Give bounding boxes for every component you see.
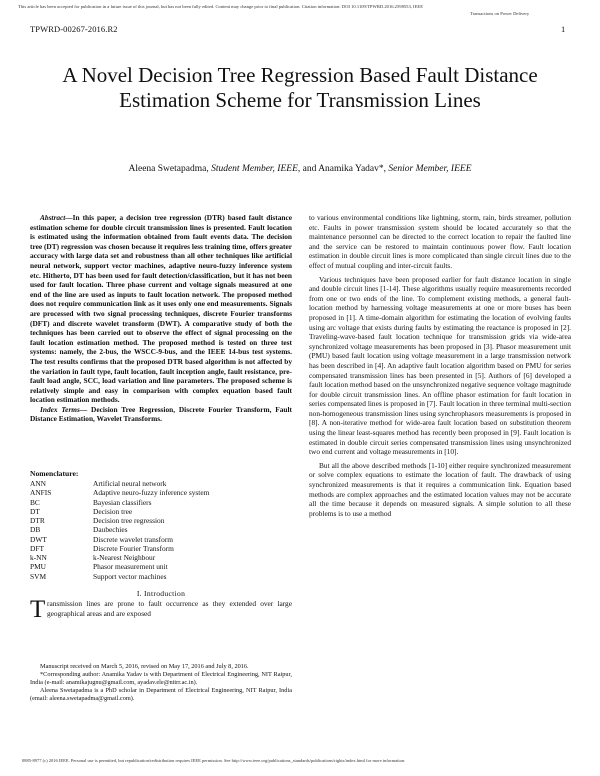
footnote-received: Manuscript received on March 5, 2016, revised on May 17, 2016 and July 8, 2016. — [40, 663, 249, 670]
author-role-2: Senior Member, IEEE — [388, 164, 472, 174]
nomenclature-row — [30, 507, 292, 516]
author-line — [40, 164, 560, 174]
nomenclature-row — [30, 553, 292, 562]
publication-notice-journal: Transactions on Power Delivery — [470, 11, 530, 16]
nomenclature-definition: Discrete Fourier Transform — [93, 543, 174, 553]
paragraph-2: Various techniques have been proposed earlier for fault distance location in single and double circuit lines [1-14]. These algorithms usually require measurements recorded from one or two ends of the line. To complement existing methods, a general fault-location method by harnessing voltage measurements at one or more buses has been proposed in [1]. A time-domain algorithm for estimating the location of evolving faults using arc voltage that exists during faults by estimating the reactance is proposed in [2]. Traveling-wave-based fault location technique for transmission grids via wide-area synchronized voltage measurements has been proposed in [3]. Phasor measurement unit (PMU) based fault location using voltage measurement in a large transmission network has been described in [4]. An adaptive fault location algorithm based on PMU for series compensated transmission lines has been presented in [5]. Authors of [6] developed a fault location method based on the unsynchronized negative sequence voltage magnitude for double circuit transmission lines. An offline phasor estimation for fault location in series compensated lines is proposed in [7]. Fault location in three terminal multi-section non-homogeneous transmission lines using synchrophasors measurements is proposed in [8]. A non-iterative method for wide-area fault location based on substitution theorem using the linear least-squares method has recently been proposed in [9]. Fault location is estimated in double circuit series compensated transmission lines using unsynchronized two end current and voltage measurements in [10]. — [309, 274, 571, 457]
nomenclature-definition: Discrete wavelet transform — [93, 534, 174, 544]
paragraph-1: to various environmental conditions like lightning, storm, rain, birds streamer, pollution etc. Faults in power transmission system should be located accurately so that the maintenance personnel can be directed to the correct location to repair the faulted line and the service can be restored to maintain continuous power flow. Fault location estimation in double circuit lines is more complicated than single circuit lines due to the effect of mutual coupling and inter-circuit faults. — [309, 213, 571, 270]
nomenclature-definition: Daubechies — [93, 525, 128, 535]
paper-title: A Novel Decision Tree Regression Based Fault Distance Estimation Scheme for Transmission Lines — [62, 63, 538, 112]
abstract — [30, 213, 292, 424]
nomenclature-row — [30, 544, 292, 553]
index-terms-text: Decision Tree Regression, Discrete Fourier Transform, Fault Distance Estimation, Wavelet Transforms. — [30, 404, 292, 424]
nomenclature-definition: Artificial neural network — [93, 479, 167, 488]
nomenclature-abbr: k-NN — [30, 553, 47, 562]
author-name-1: Aleena Swetapadma, — [128, 164, 209, 174]
footnote-corresponding: *Corresponding author: Anamika Yadav is with Department of Electrical Engineering, NIT Raipur, India (e-mail: anamikajugnu@gmail.com, ayadav.ele@nitrr.ac.in). — [30, 671, 292, 686]
nomenclature-row — [30, 535, 292, 544]
nomenclature-abbr: DWT — [30, 534, 47, 544]
nomenclature-row — [30, 479, 292, 488]
nomenclature-definition: Bayesian classifiers — [93, 497, 152, 507]
author-name-2: and Anamika Yadav*, — [302, 164, 387, 174]
nomenclature-abbr: DFT — [30, 543, 44, 553]
introduction-text: ransmission lines are prone to fault occurrence as they extended over large geographical areas and are exposed — [47, 599, 292, 618]
abstract-label: Abstract— — [40, 213, 73, 222]
section-heading-introduction: I. Introduction — [136, 589, 186, 598]
index-terms-label: Index Terms— — [40, 404, 88, 414]
nomenclature-row — [30, 572, 292, 581]
nomenclature-title: Nomenclature: — [30, 469, 79, 478]
page-number: 1 — [561, 24, 566, 34]
nomenclature-definition: Adaptive neuro-fuzzy inference system — [93, 488, 210, 498]
nomenclature-definition: k-Nearest Neighbour — [93, 553, 156, 562]
right-column — [309, 213, 571, 518]
author-role-1: Student Member, IEEE, — [211, 164, 301, 174]
nomenclature-row — [30, 525, 292, 534]
nomenclature-row — [30, 562, 292, 571]
nomenclature-abbr: DB — [30, 525, 41, 535]
nomenclature-row — [30, 516, 292, 525]
drop-cap: T — [30, 596, 46, 623]
nomenclature-abbr: ANFIS — [30, 488, 52, 498]
footnote-author2: Aleena Swetapadma is a PhD scholar in Department of Electrical Engineering, NIT Raipur, India (email: aleena.swetapadma@gmail.com). — [30, 687, 292, 702]
nomenclature-row — [30, 498, 292, 507]
nomenclature-definition: Support vector machines — [93, 571, 167, 581]
abstract-text: In this paper, a decision tree regression (DTR) based fault distance estimation scheme for double circuit transmission lines is presented. Fault location is estimated using the information obtained from fault events data. The decision tree (DT) regression was chosen because it requires less training time, offers greater accuracy with large data set and robustness than all other techniques like artificial neural network, support vector machines, adaptive neuro-fuzzy inference system etc. Hitherto, DT has been used for fault detection/classification, but it has not been used for fault location. Three phase current and voltage signals measured at one end of the line are used as inputs to fault location network. The proposed method does not require communication link as it uses only one end measurements. Signals are processed with two signal processing techniques, discrete Fourier transforms (DFT) and discrete wavelet transform (DWT). A comparative study of both the techniques has been carried out to observe the effect of signal processing on the fault location estimation method. The proposed method is tested on three test systems: namely, the 2-bus, the WSCC-9-bus, and the IEEE 14-bus test systems. The test results confirms that the proposed DTR based algorithm is not affected by the variation in fault type, fault location, fault inception angle, fault resistance, pre-fault load angle, SCC, load variation and line parameters. The proposed scheme is relatively simple and easy in comparison with complex equation based fault location estimation methods. — [30, 213, 292, 405]
paragraph-3: But all the above described methods [1-10] either require synchronized measurement or solve complex equations to estimate the location of fault. The drawback of using synchronized measurements is that it requires a communication link. Equation based methods are complex approaches and the estimated location values may not be accurate all the time because it depends on measured signals. A simple solution to all these problems is to use a method — [309, 460, 571, 518]
nomenclature-abbr: PMU — [30, 562, 47, 572]
copyright-footer: 0885-8977 (c) 2016 IEEE. Personal use is permitted, but republication/redistribution requires IEEE permission. See http://www.ieee.org/publications_standards/publications/rights/index.html for more information. — [22, 758, 406, 763]
nomenclature-definition: Decision tree — [93, 506, 133, 516]
footnotes — [30, 663, 292, 703]
nomenclature-abbr: SVM — [30, 571, 47, 581]
nomenclature-abbr: DTR — [30, 516, 45, 525]
nomenclature-abbr: DT — [30, 506, 40, 516]
running-head: TPWRD-00267-2016.R2 — [30, 24, 118, 34]
nomenclature-abbr: ANN — [30, 479, 47, 488]
nomenclature-row — [30, 488, 292, 497]
nomenclature-definition: Decision tree regression — [93, 516, 165, 525]
nomenclature-definition: Phasor measurement unit — [93, 562, 168, 572]
nomenclature-abbr: BC — [30, 497, 40, 507]
nomenclature-list — [30, 479, 292, 581]
publication-notice: This article has been accepted for publication in a future issue of this journal, but has not been fully edited. Content may change prior to final publication. Citation information: DOI 10.1109/TPWRD.2016.2598553, IEEE — [18, 4, 424, 9]
